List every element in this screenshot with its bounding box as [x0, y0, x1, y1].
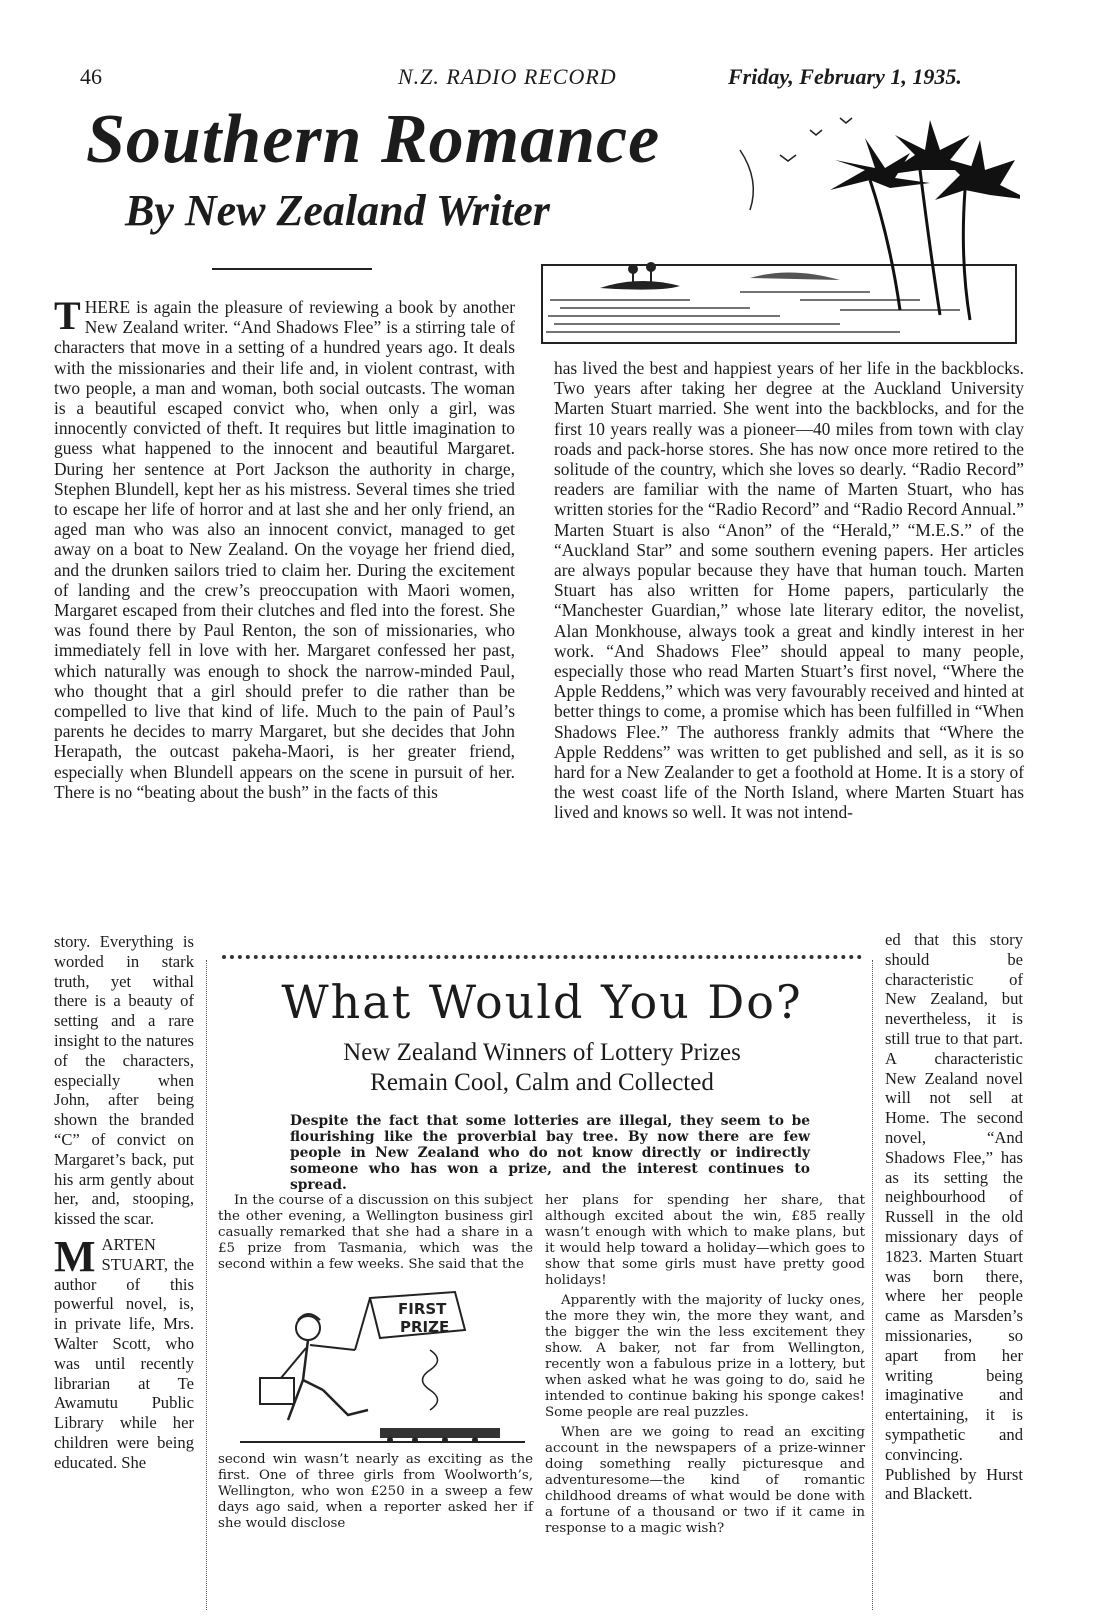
title-rule	[212, 268, 372, 270]
inset-subtitle-line1: New Zealand Winners of Lottery Prizes	[343, 1039, 741, 1066]
article-col2-text: has lived the best and happiest years of her life in the backblocks. Two years after taking her degree at the Auckland University Marten Stuart married. She went into the backblocks, and for the first 10 years really was a pioneer—40 miles from town with clay roads and pack-horse stores. She has now once more retired to the solitude of the country, which she loves so dearly. “Radio Record” readers are familiar with the name of Marten Stuart, who has written stories for the “Radio Record” and “Radio Record Annual.” Marten Stuart is also “Anon” of the “Herald,” “M.E.S.” of the “Auckland Star” and some southern evening papers. Her articles are always popular because they have that human touch. Marten Stuart has also written for Home papers, particularly the “Manchester Guardian,” whose late literary editor, the novelist, Alan Monkhouse, always took a great and kindly interest in her work. “And Shadows Flee” should appeal to many people, especially those who read Marten Stuart’s first novel, “Where the Apple Reddens,” which was very favourably received and hinted at better things to come, a promise which has been fulfilled in “When Shadows Flee.” The authoress frankly admits that “Where the Apple Reddens” was written to get published and sell, as it is so hard for a New Zealander to get a foothold at Home. It is a story of the west coast life of the North Island, where Marten Stuart has lived and knows so well. It was not intend-	[554, 358, 1024, 823]
page-number: 46	[80, 64, 102, 89]
article-col1-narrow-text2: ARTEN STUART, the author of this powerful novel, is, in private life, Mrs. Walter Scott, who was until recently librarian at Te Awamutu Public Library while her children were being educated. She	[54, 1234, 194, 1472]
inset-col1-top-text: In the course of a discussion on this subject the other evening, a Wellington business girl casually remarked that she had a share in a £5 prize from Tasmania, which was the second within a few weeks. She said that the	[218, 1193, 533, 1272]
inset-right-rule	[872, 960, 873, 1610]
inset-col2-p3: When are we going to read an exciting account in the newspapers of a prize-winner doing something really picturesque and adventuresome—the kind of romantic childhood dreams of what would be done with a fortune of a thousand or two if it came in response to a magic wish?	[545, 1425, 865, 1536]
cartoon-flag-text-2: PRIZE	[400, 1318, 450, 1336]
palm-island-illustration	[540, 110, 1020, 350]
inset-col1-bottom-text: second win wasn’t nearly as exciting as the first. One of three girls from Woolworth’s, Wellington, who won £250 in a sweep a few days ago said, when a reporter asked her if she would disclose	[218, 1452, 533, 1531]
drop-cap-m: M	[54, 1231, 96, 1281]
article-column-1	[54, 293, 515, 802]
cartoon-flag-text-1: FIRST	[398, 1300, 447, 1318]
inset-title: What Would You Do?	[281, 975, 803, 1029]
article-narrow-column-right	[885, 930, 1023, 1504]
article-column-2	[554, 358, 1024, 823]
inset-left-rule	[206, 960, 207, 1610]
inset-intro: Despite the fact that some lotteries are illegal, they seem to be flourishing like the proverbial bay tree. By now there are few people in New Zealand who do not know directly or indirectly someone who has won a prize, and the interest continues to spread.	[290, 1113, 810, 1193]
inset-column-1-top	[218, 1193, 533, 1273]
issue-date: Friday, February 1, 1935.	[728, 64, 962, 89]
inset-col2-p2: Apparently with the majority of lucky ones, the more they win, the more they want, and the bigger the win the less excitement they show. A baker, not far from Wellington, recently won a fabulous prize in a lottery, but when asked what he was going to do, said he intended to continue baking his sponge cakes! Some people are real puzzles.	[545, 1293, 865, 1420]
inset-column-2	[545, 1193, 865, 1537]
article-subtitle: By New Zealand Writer	[125, 186, 550, 235]
inset-col2-p1: her plans for spending her share, that although excited about the win, £85 really wasn’t enough with which to make plans, but it would help toward a holiday—which goes to show that some girls must have pretty good holidays!	[545, 1193, 865, 1288]
lottery-winner-cartoon	[240, 1290, 530, 1450]
article-title: Southern Romance	[86, 101, 661, 178]
inset-subtitle-line2: Remain Cool, Calm and Collected	[370, 1069, 714, 1096]
article-col1-narrow-text: story. Everything is worded in stark truth, yet withal there is a beauty of setting and a rare insight to the natures of the characters, especially when John, after being shown the branded “C” of convict on Margaret’s back, put his arm gently about her, and, stooping, kissed the scar.	[54, 932, 194, 1229]
article-col3-narrow-text: ed that this story should be characteristic of New Zealand, but nevertheless, it is still true to that part. A characteristic New Zealand novel will not sell at Home. The second novel, “And Shadows Flee,” has as its setting the neighbourhood of Russell in the old missionary days of 1823. Marten Stuart was born there, where her people came as Marsden’s missionaries, so apart from her writing being imaginative and entertaining, it is sympathetic and convincing. Published by Hurst and Blackett.	[885, 930, 1023, 1504]
drop-cap-t: T	[54, 293, 81, 338]
publication-name: N.Z. RADIO RECORD	[398, 64, 617, 89]
inset-subtitle	[222, 1038, 862, 1098]
article-col1-text: HERE is again the pleasure of reviewing a book by another New Zealand writer. “And Shadows Flee” is a stirring tale of characters that move in a setting of a hundred years ago. It deals with the missionaries and their life and, in violent contrast, with two people, a man and woman, both social outcasts. The woman is a beautiful escaped convict who, when only a girl, was innocently convicted of theft. It requires but little imagination to guess what happened to the innocent and beautiful Margaret. During her sentence at Port Jackson the authority in charge, Stephen Blundell, kept her as his mistress. Several times she tried to escape her life of horror and at last she and her only friend, an aged man who was also an innocent convict, managed to get away on a boat to New Zealand. On the voyage her friend died, and the drunken sailors tried to claim her. During the excitement of landing and the crew’s preoccupation with Maori women, Margaret escaped from their clutches and fled into the forest. She was found there by Paul Renton, the son of missionaries, who immediately fell in love with her. Margaret confessed her past, which naturally was enough to shock the narrow-minded Paul, who thought that a girl should prefer to die rather than be compelled to live that kind of life. Much to the pain of Paul’s parents he decides to marry Margaret, but she decides that John Herapath, the outcast pakeha-Maori, is her greater friend, especially when Blundell appears on the scene in pursuit of her. There is no “beating about the bush” in the facts of this	[54, 297, 515, 802]
inset-top-rule	[222, 955, 862, 959]
article-narrow-column-left	[54, 932, 194, 1473]
inset-column-1-bottom	[218, 1452, 533, 1532]
